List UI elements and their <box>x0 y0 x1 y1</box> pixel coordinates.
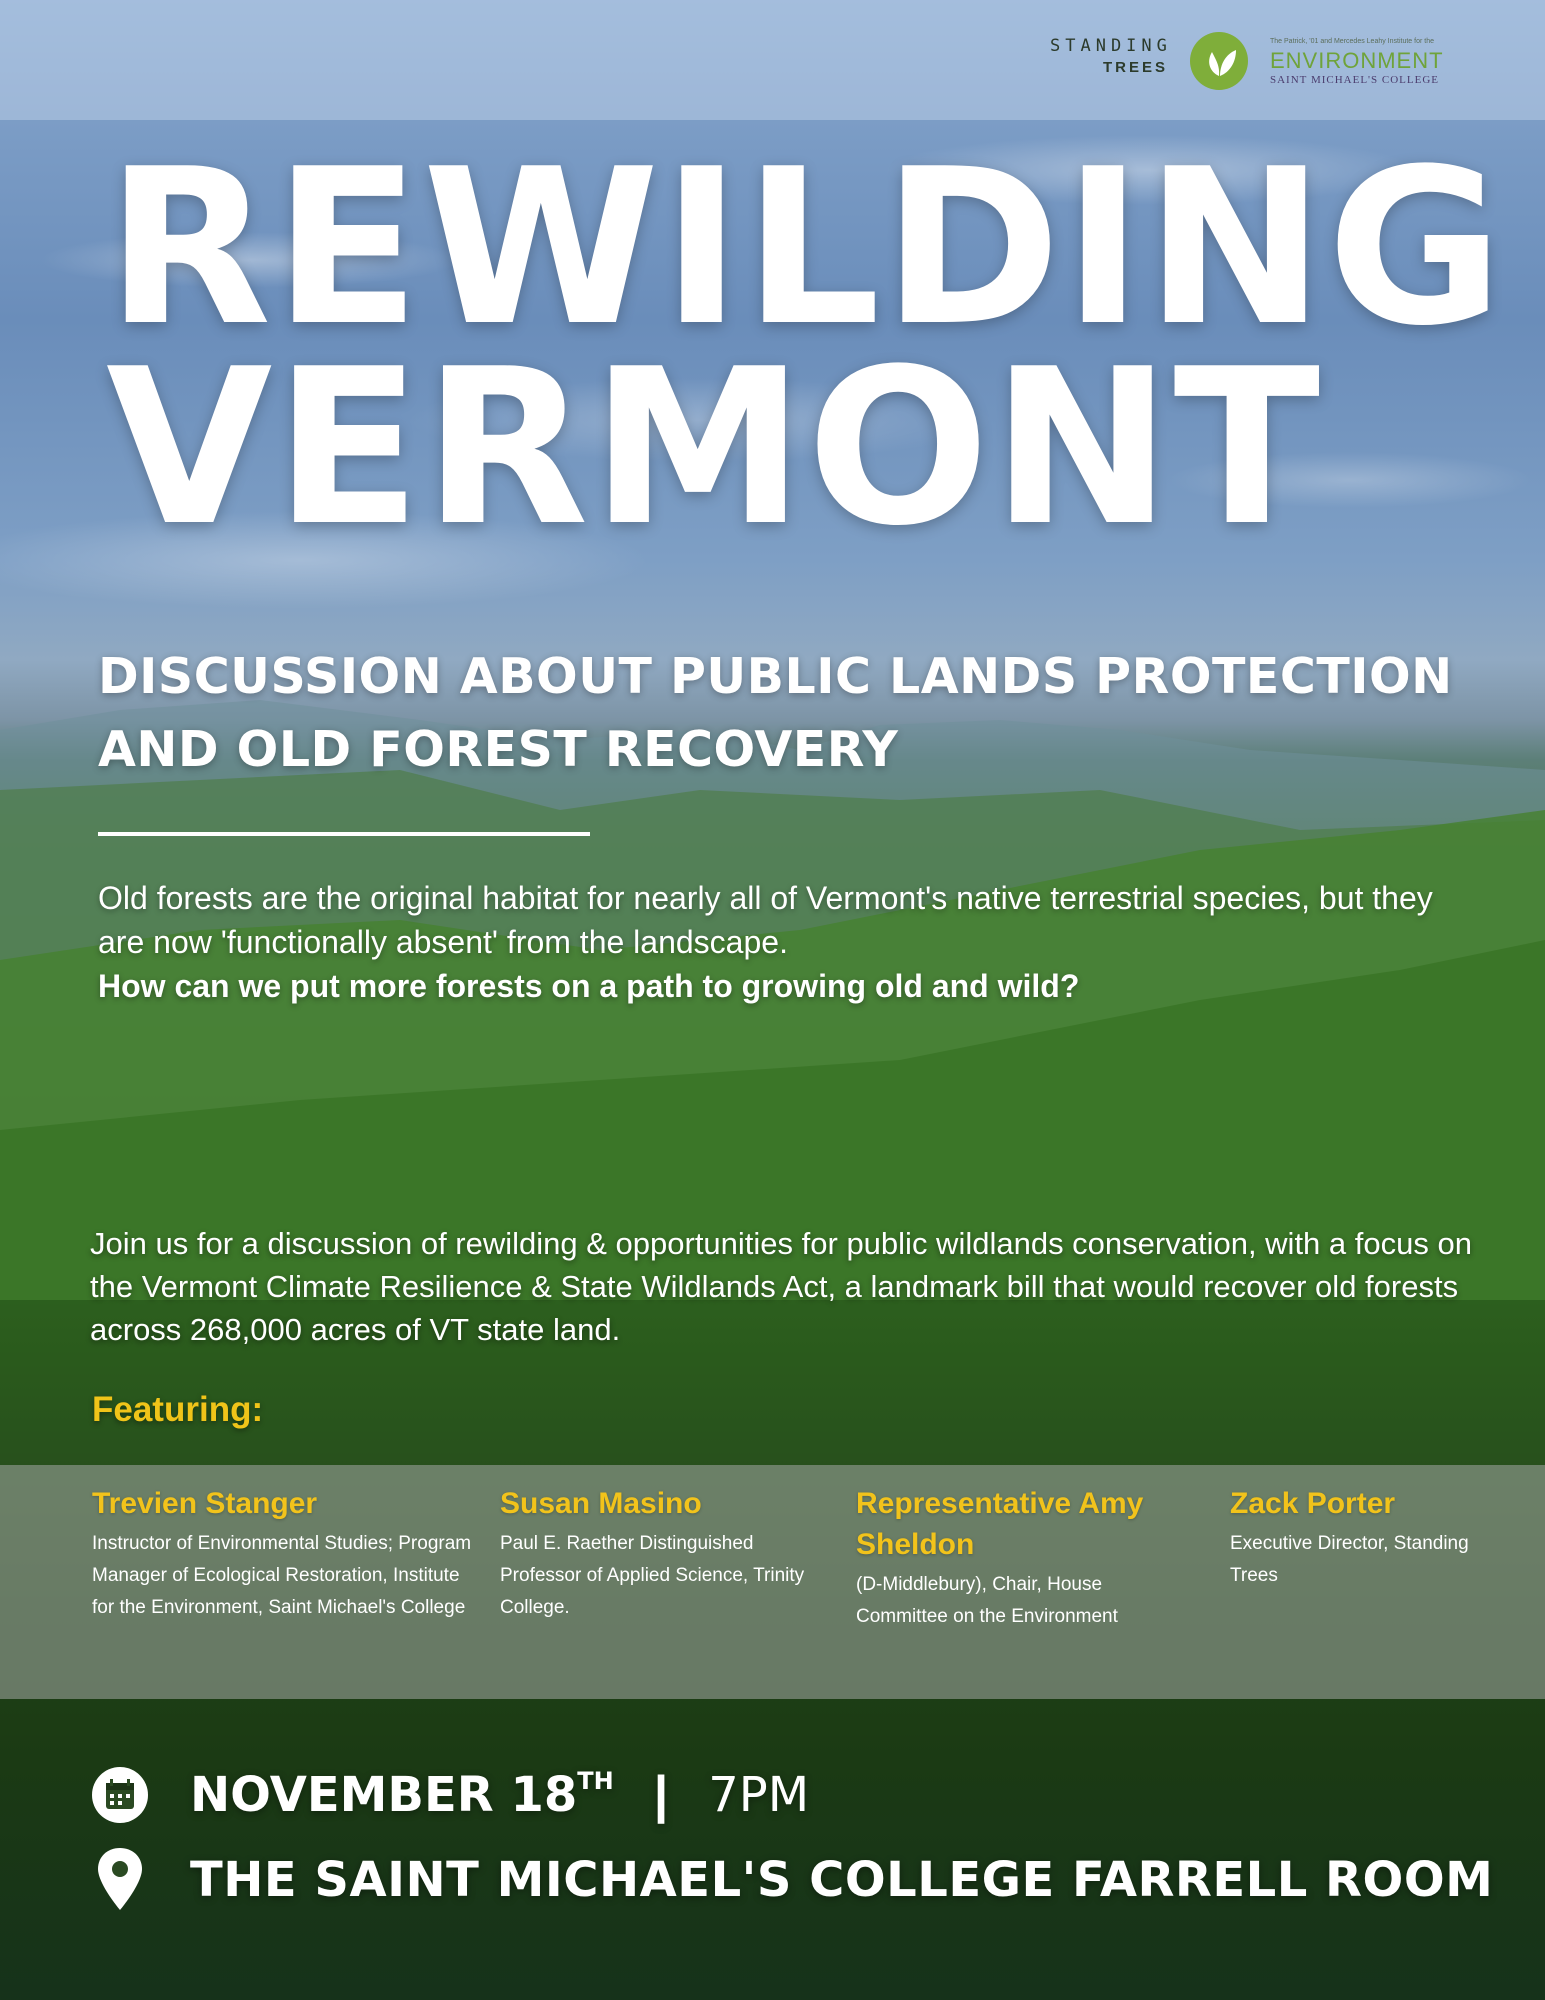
speaker-name: Trevien Stanger <box>92 1487 318 1520</box>
speaker-name: Zack Porter <box>1230 1487 1396 1520</box>
title-line-2: VERMONT <box>106 322 1323 573</box>
speaker-card <box>856 1483 1176 1633</box>
logo-env-small-line: The Patrick, '01 and Mercedes Leahy Institute for the <box>1270 38 1434 45</box>
speaker-card <box>500 1483 820 1624</box>
event-date-main: NOVEMBER 18 <box>190 1767 578 1823</box>
speaker-name: Susan Masino <box>500 1487 702 1520</box>
speaker-name: Representative Amy Sheldon <box>856 1487 1144 1561</box>
intro-text: Old forests are the original habitat for nearly all of Vermont's native terrestrial species, but they are now 'functionally absent' from the landscape. <box>98 880 1433 960</box>
speaker-card <box>1230 1483 1510 1592</box>
speaker-desc: Paul E. Raether Distinguished Professor of Applied Science, Trinity College. <box>500 1533 805 1618</box>
speaker-desc: Executive Director, Standing Trees <box>1230 1533 1469 1586</box>
environment-institute-logo[interactable] <box>1270 38 1470 86</box>
leaf-logo-icon <box>1190 32 1248 90</box>
speaker-card <box>92 1483 472 1624</box>
speaker-desc: (D-Middlebury), Chair, House Committee on the Environment <box>856 1574 1118 1627</box>
event-time: 7PM <box>708 1767 810 1823</box>
map-pin-icon <box>92 1844 148 1916</box>
intro-question: How can we put more forests on a path to growing old and wild? <box>98 968 1080 1004</box>
logo-env-main: ENVIRONMENT <box>1270 48 1444 73</box>
event-location: THE SAINT MICHAEL'S COLLEGE FARRELL ROOM <box>190 1852 1494 1908</box>
divider-rule <box>98 832 590 836</box>
logo-env-college: SAINT MICHAEL'S COLLEGE <box>1270 74 1439 86</box>
calendar-icon <box>92 1767 148 1823</box>
title-line-1: REWILDING <box>106 122 1506 373</box>
event-location-row <box>92 1840 1512 1920</box>
event-date-row <box>92 1760 1512 1830</box>
subtitle-line-2: AND OLD FOREST RECOVERY <box>98 721 899 778</box>
date-time-separator: | <box>653 1766 669 1824</box>
logo-standing-line2: TREES <box>1102 59 1168 76</box>
subtitle <box>98 640 1478 786</box>
event-date-suffix: TH <box>577 1767 614 1795</box>
subtitle-line-1: DISCUSSION ABOUT PUBLIC LANDS PROTECTION <box>98 648 1453 705</box>
event-date <box>190 1767 614 1823</box>
logo-standing-line1: STANDING <box>1050 36 1172 56</box>
intro-paragraph <box>98 876 1478 1008</box>
speaker-desc: Instructor of Environmental Studies; Program Manager of Ecological Restoration, Institute for the Environment, Saint Michael's College <box>92 1533 472 1618</box>
join-paragraph: Join us for a discussion of rewilding & opportunities for public wildlands conservation, with a focus on the Vermont Climate Resilience & State Wildlands Act, a landmark bill that would recover old forests across 268,000 acres of VT state land. <box>90 1226 1472 1347</box>
standing-trees-logo[interactable] <box>1050 36 1172 76</box>
featuring-heading: Featuring: <box>92 1390 264 1429</box>
